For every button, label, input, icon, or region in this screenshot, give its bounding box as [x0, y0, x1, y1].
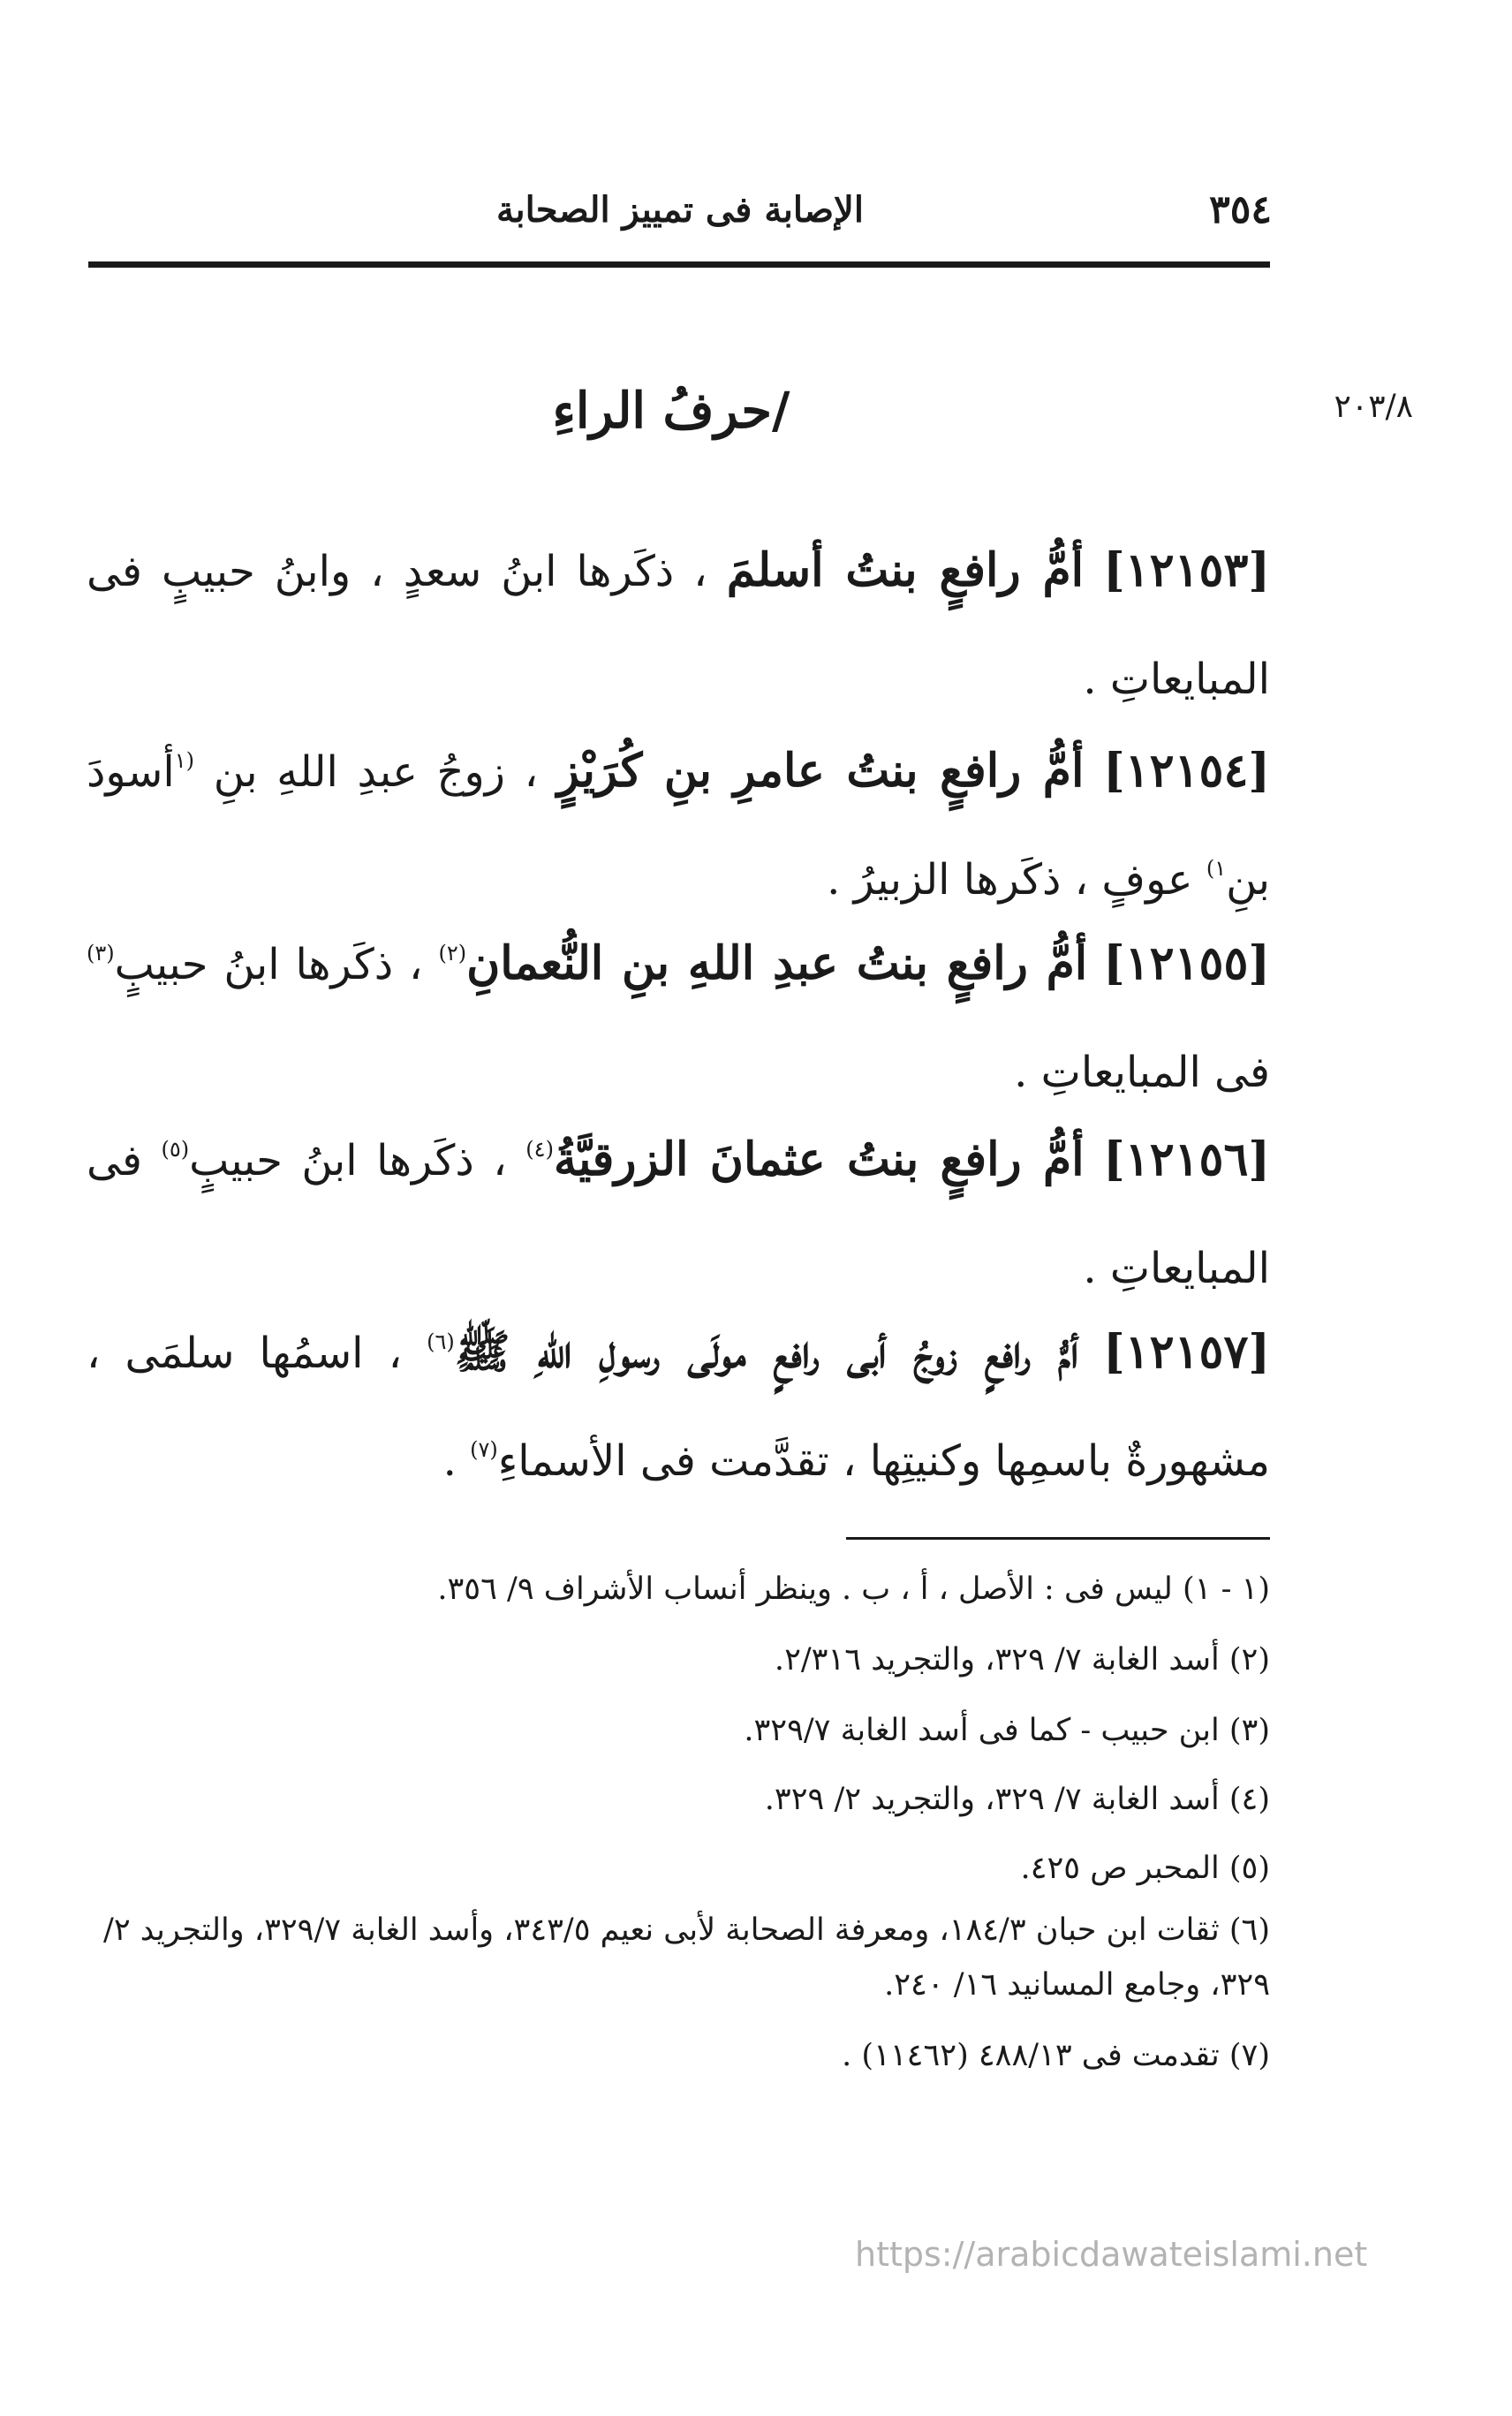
footnote-6: (٦) ثقات ابن حبان ١٨٤/٣، ومعرفة الصحابة لأبى نعيم ٣٤٣/٥، وأسد الغابة ٣٢٩/٧، والتجريد ٢/ ٣٢٩، وجامع المسانيد ١٦/ ٢٤٠. — [103, 1912, 1270, 2003]
entry-text: . — [442, 1436, 457, 1486]
footnote-ref[interactable]: (١ — [174, 748, 194, 773]
entry-number: [١٢١٥٤] — [1103, 744, 1270, 798]
entry-text: ، زوجُ عبدِ اللهِ بنِ — [213, 747, 539, 797]
footnote-separator — [846, 1537, 1270, 1540]
entry-number: [١٢١٥٣] — [1103, 543, 1270, 597]
footnote-2: (٢) أسد الغابة ٧/ ٣٢٩، والتجريد ٢/٣١٦. — [774, 1642, 1270, 1678]
footnote-ref[interactable]: ١) — [1206, 856, 1227, 881]
footnote-ref[interactable]: (٤) — [525, 1137, 554, 1162]
footnote-ref[interactable]: (٦) — [427, 1329, 455, 1354]
entry-text: فى المبايعاتِ . — [1014, 1048, 1270, 1097]
footnote-4: (٤) أسد الغابة ٧/ ٣٢٩، والتجريد ٢/ ٣٢٩. — [764, 1782, 1270, 1817]
footnote-ref[interactable]: (٣) — [87, 941, 115, 966]
entry-number: [١٢١٥٥] — [1103, 936, 1271, 990]
footnote-7: (٧) تقدمت فى ٤٨٨/١٣ (١١٤٦٢) . — [842, 2038, 1270, 2073]
margin-reference: ٢٠٣/٨ — [1334, 389, 1413, 425]
footnote-ref[interactable]: (٥) — [161, 1137, 190, 1162]
entry-text: أسودَ بنِ — [87, 747, 1270, 905]
entry-text: ، اسمُها سلمَى ، مشهورةٌ باسمِها وكنيتِها ، تقدَّمت فى الأسماءِ — [87, 1329, 1270, 1486]
entry-text: ، ذكَرها ابنُ حبيبٍ — [114, 940, 423, 989]
header-rule — [88, 261, 1270, 268]
entry-text: ، ذكَرها ابنُ سعدٍ ، وابنُ حبيبٍ فى المبايعاتِ . — [87, 547, 1270, 704]
entry-name: أمُّ رافعٍ بنتُ عبدِ اللهِ بنِ النُّعمانِ — [466, 936, 1088, 990]
footnote-3: (٣) ابن حبيب - كما فى أسد الغابة ٣٢٩/٧. — [744, 1713, 1270, 1748]
entry-12157 — [87, 1299, 1270, 1515]
footnote-ref[interactable]: (٢) — [438, 941, 467, 966]
footnote-5: (٥) المحبر ص ٤٢٥. — [1020, 1851, 1270, 1886]
entry-name: أمُّ رافعٍ بنتُ عامرِ بنِ كُرَيْزٍ — [556, 744, 1085, 798]
entry-text: ، ذكَرها ابنُ حبيبٍ — [189, 1136, 507, 1185]
entry-text: فى المبايعاتِ . — [87, 1136, 1270, 1293]
entry-number: [١٢١٥٦] — [1103, 1132, 1271, 1186]
footnote-1: (١ - ١) ليس فى : الأصل ، أ ، ب . وينظر أنساب الأشراف ٩/ ٣٥٦. — [437, 1572, 1270, 1607]
entry-12153 — [87, 517, 1270, 733]
footnote-ref[interactable]: (٧) — [470, 1437, 498, 1462]
entry-12155 — [87, 910, 1270, 1126]
running-title: الإصابة فى تمييز الصحابة — [496, 189, 864, 231]
section-heading: /حرفُ الراءِ — [552, 382, 790, 440]
entry-name: أمُّ رافعٍ بنتُ عثمانَ الزرقيَّةُ — [553, 1132, 1085, 1186]
entry-number: [١٢١٥٧] — [1103, 1325, 1271, 1379]
entry-name: أمُّ رافعٍ زوجُ أبى رافعٍ مولَى رسولِ اللهِ ﷺ — [454, 1325, 1079, 1379]
entry-12154 — [87, 717, 1270, 934]
watermark-url: https://arabicdawateislami.net — [855, 2235, 1368, 2274]
entry-name: أمُّ رافعٍ بنتُ أسلمَ — [726, 543, 1085, 597]
entry-text: عوفٍ ، ذكَرها الزبيرُ . — [827, 855, 1193, 905]
page-number: ٣٥٤ — [1209, 187, 1272, 232]
entry-12156 — [87, 1106, 1270, 1322]
